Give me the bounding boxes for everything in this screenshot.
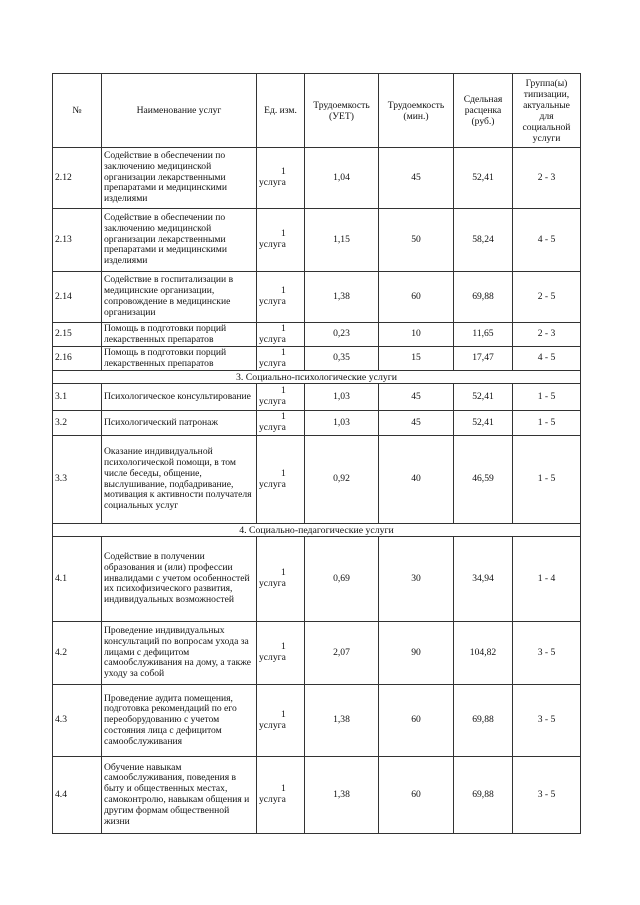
row-rate: 17,47 (454, 347, 513, 371)
table-row (53, 436, 581, 524)
header-minutes: Трудоемкость (мин.) (379, 74, 454, 148)
row-num: 4.4 (53, 757, 102, 834)
row-minutes: 45 (379, 411, 454, 436)
row-num: 4.2 (53, 622, 102, 685)
row-num: 2.15 (53, 323, 102, 347)
row-unit (257, 209, 305, 272)
row-minutes: 50 (379, 209, 454, 272)
row-uet: 1,03 (305, 384, 379, 411)
row-minutes: 45 (379, 384, 454, 411)
header-rate: Сдельная расценка (руб.) (454, 74, 513, 148)
unit-label: услуга (259, 794, 286, 805)
row-rate: 52,41 (454, 411, 513, 436)
unit-label: услуга (259, 578, 286, 589)
row-rate: 46,59 (454, 436, 513, 524)
row-unit (257, 436, 305, 524)
row-uet: 0,69 (305, 537, 379, 622)
table-row (53, 411, 581, 436)
row-service-name: Оказание индивидуальной психологической помощи, в том числе беседы, общение, выслушивание, подбадривание, мотивация к активности получателя социальных услуг (102, 436, 257, 524)
row-num: 2.12 (53, 148, 102, 209)
row-group: 4 - 5 (513, 209, 581, 272)
row-uet: 1,38 (305, 757, 379, 834)
row-minutes: 60 (379, 272, 454, 323)
section-row (53, 371, 581, 384)
header-num: № (53, 74, 102, 148)
row-rate: 104,82 (454, 622, 513, 685)
row-uet: 0,35 (305, 347, 379, 371)
row-service-name: Помощь в подготовки порций лекарственных препаратов (102, 347, 257, 371)
row-group: 3 - 5 (513, 685, 581, 757)
unit-label: услуга (259, 478, 286, 490)
row-group: 1 - 5 (513, 411, 581, 436)
row-minutes: 40 (379, 436, 454, 524)
unit-label: услуга (259, 239, 286, 250)
row-group: 1 - 5 (513, 436, 581, 524)
unit-qty: 1 (281, 467, 286, 479)
section-title: 4. Социально-педагогические услуги (53, 524, 581, 537)
row-unit (257, 537, 305, 622)
table-row (53, 323, 581, 347)
row-rate: 52,41 (454, 384, 513, 411)
table-row (53, 685, 581, 757)
row-group: 2 - 5 (513, 272, 581, 323)
row-minutes: 60 (379, 685, 454, 757)
unit-qty: 1 (281, 641, 286, 653)
unit-qty: 1 (281, 322, 286, 334)
unit-qty: 1 (281, 346, 286, 358)
table-row (53, 272, 581, 323)
row-group: 4 - 5 (513, 347, 581, 371)
row-service-name: Обучение навыкам самообслуживания, поведения в быту и общественных местах, самоконтролю, навыкам общения и другим формам общественной жизни (102, 757, 257, 834)
row-group: 3 - 5 (513, 622, 581, 685)
row-unit (257, 347, 305, 371)
row-group: 2 - 3 (513, 323, 581, 347)
header-name: Наименование услуг (102, 74, 257, 148)
row-service-name: Содействие в получении образования и (или) профессии инвалидами с учетом особенностей их психофизического развития, индивидуальных возможностей (102, 537, 257, 622)
row-uet: 1,15 (305, 209, 379, 272)
row-minutes: 60 (379, 757, 454, 834)
row-num: 3.1 (53, 384, 102, 411)
header-uet: Трудоемкость (УЕТ) (305, 74, 379, 148)
table-row (53, 384, 581, 411)
unit-label: услуга (259, 652, 286, 663)
row-num: 3.3 (53, 436, 102, 524)
row-rate: 69,88 (454, 757, 513, 834)
row-rate: 69,88 (454, 272, 513, 323)
row-minutes: 10 (379, 323, 454, 347)
row-uet: 0,92 (305, 436, 379, 524)
row-uet: 2,07 (305, 622, 379, 685)
unit-label: услуга (259, 333, 286, 345)
unit-qty: 1 (281, 385, 286, 397)
table-row (53, 148, 581, 209)
unit-label: услуга (259, 396, 286, 407)
row-num: 2.13 (53, 209, 102, 272)
row-minutes: 90 (379, 622, 454, 685)
row-minutes: 15 (379, 347, 454, 371)
unit-qty: 1 (281, 708, 286, 720)
row-group: 3 - 5 (513, 757, 581, 834)
row-num: 2.14 (53, 272, 102, 323)
row-unit (257, 272, 305, 323)
row-unit (257, 685, 305, 757)
row-uet: 1,38 (305, 272, 379, 323)
unit-label: услуга (259, 357, 286, 369)
row-rate: 58,24 (454, 209, 513, 272)
row-service-name: Психологическое консультирование (102, 384, 257, 411)
table-row (53, 209, 581, 272)
row-rate: 11,65 (454, 323, 513, 347)
row-rate: 52,41 (454, 148, 513, 209)
row-uet: 1,38 (305, 685, 379, 757)
table-row (53, 347, 581, 371)
unit-qty: 1 (281, 166, 286, 178)
table-row (53, 537, 581, 622)
row-group: 2 - 3 (513, 148, 581, 209)
row-unit (257, 148, 305, 209)
row-unit (257, 384, 305, 411)
unit-qty: 1 (281, 285, 286, 297)
row-service-name: Проведение аудита помещения, подготовка рекомендаций по его переоборудованию с учетом состояния лица с дефицитом самообслуживания (102, 685, 257, 757)
table-row (53, 622, 581, 685)
table-row (53, 757, 581, 834)
row-num: 4.3 (53, 685, 102, 757)
row-num: 2.16 (53, 347, 102, 371)
row-service-name: Помощь в подготовки порций лекарственных препаратов (102, 323, 257, 347)
unit-label: услуга (259, 719, 286, 731)
table-header-row (53, 74, 581, 148)
row-minutes: 45 (379, 148, 454, 209)
row-uet: 1,04 (305, 148, 379, 209)
row-num: 3.2 (53, 411, 102, 436)
unit-label: услуга (259, 422, 286, 433)
row-service-name: Проведение индивидуальных консультаций по вопросам ухода за лицами с дефицитом самообслуживания на дому, а также уходу за собой (102, 622, 257, 685)
row-group: 1 - 4 (513, 537, 581, 622)
row-unit (257, 622, 305, 685)
unit-qty: 1 (281, 567, 286, 579)
row-rate: 69,88 (454, 685, 513, 757)
section-title: 3. Социально-психологические услуги (53, 371, 581, 384)
row-service-name: Содействие в госпитализации в медицинские организации, сопровождение в медицинские организации (102, 272, 257, 323)
row-rate: 34,94 (454, 537, 513, 622)
unit-qty: 1 (281, 783, 286, 795)
row-uet: 0,23 (305, 323, 379, 347)
row-num: 4.1 (53, 537, 102, 622)
row-minutes: 30 (379, 537, 454, 622)
header-unit: Ед. изм. (257, 74, 305, 148)
header-group: Группа(ы) типизации, актуальные для социальной услуги (513, 74, 581, 148)
row-uet: 1,03 (305, 411, 379, 436)
unit-qty: 1 (281, 411, 286, 423)
row-service-name: Содействие в обеспечении по заключению медицинской организации лекарственными препаратами и медицинскими изделиями (102, 209, 257, 272)
row-unit (257, 411, 305, 436)
row-service-name: Психологический патронаж (102, 411, 257, 436)
unit-label: услуга (259, 177, 286, 188)
row-group: 1 - 5 (513, 384, 581, 411)
unit-qty: 1 (281, 228, 286, 240)
row-service-name: Содействие в обеспечении по заключению медицинской организации лекарственными препаратами и медицинскими изделиями (102, 148, 257, 209)
row-unit (257, 757, 305, 834)
services-table (52, 73, 581, 834)
unit-label: услуга (259, 296, 286, 307)
row-unit (257, 323, 305, 347)
section-row (53, 524, 581, 537)
